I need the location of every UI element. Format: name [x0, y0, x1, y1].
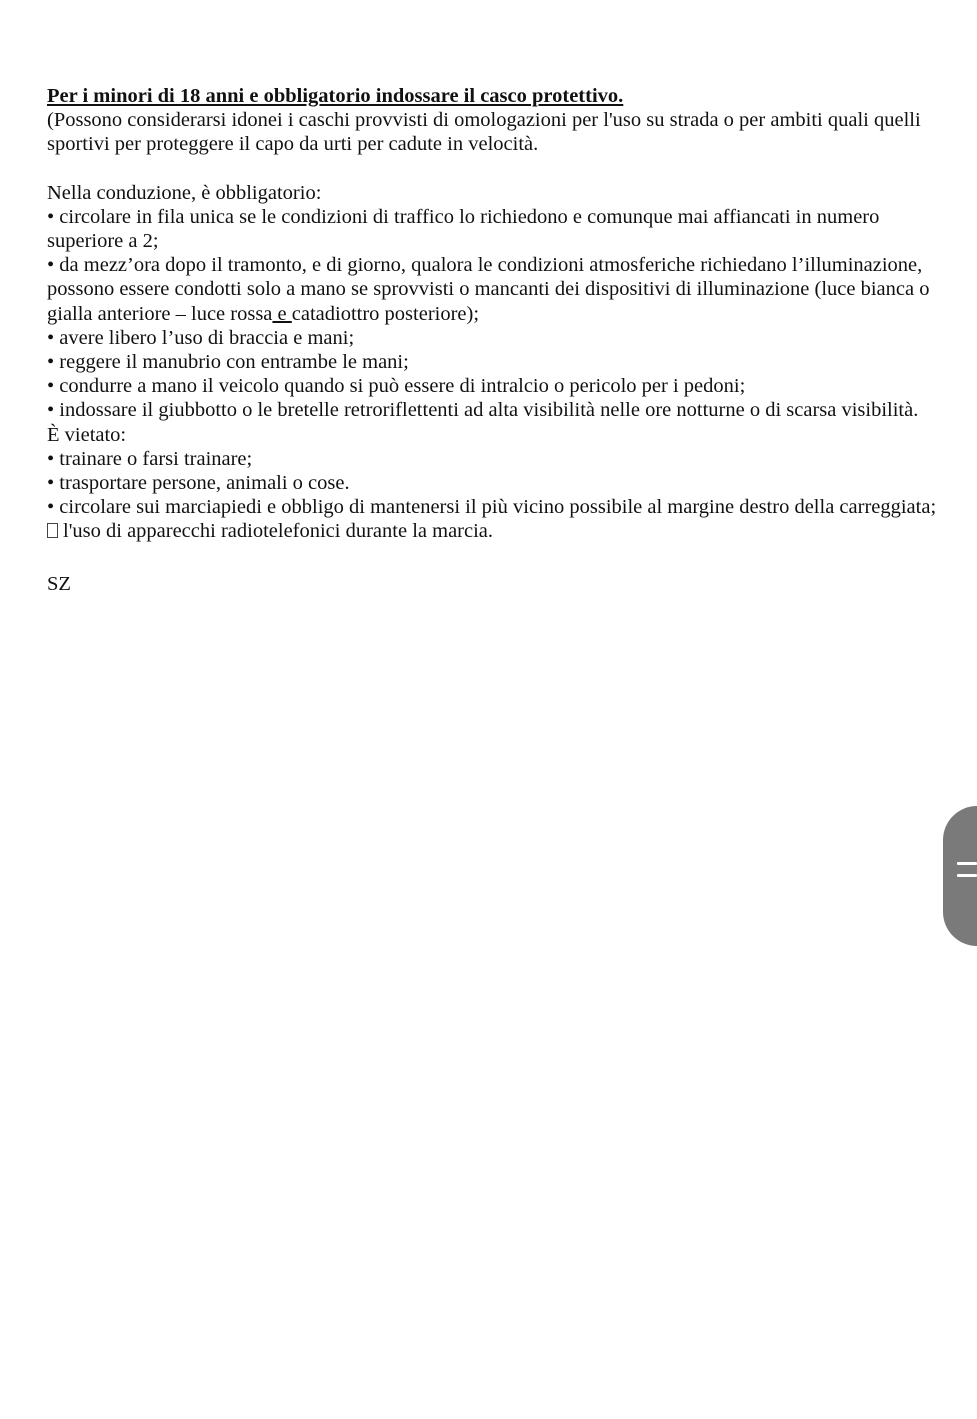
obligatory-item: • circolare in fila unica se le condizioni di traffico lo richiedono e comunque mai affiancati in numero superiore a 2;: [47, 205, 880, 253]
paragraph-spacer: [47, 544, 947, 572]
grip-line: [957, 874, 977, 877]
missing-glyph-icon: [47, 523, 58, 538]
obligatory-item: [47, 253, 947, 326]
paragraph-spacer: [47, 157, 947, 181]
document-body: [47, 84, 947, 596]
forbidden-item: [47, 519, 947, 543]
underlined-conjunction: e: [272, 302, 292, 325]
obligatory-item: • avere libero l’uso di braccia e mani;: [47, 326, 355, 349]
drag-handle-icon[interactable]: [943, 806, 977, 946]
obligatory-item-text: • da mezz’ora dopo il tramonto, e di giorno, qualora le condizioni atmosferiche richiedano l’illuminazione, possono essere condotti solo a mano se sprovvisti o mancanti dei dispositivi di illuminazione (luce bianca o gialla anteriore – luce rossa: [47, 254, 930, 325]
document-title: Per i minori di 18 anni e obbligatorio indossare il casco protettivo.: [47, 85, 624, 107]
obligatory-item-text: catadiottro posteriore);: [291, 302, 480, 325]
obligatory-item: • indossare il giubbotto o le bretelle retroriflettenti ad alta visibilità nelle ore notturne o di scarsa visibilità.: [47, 399, 919, 422]
forbidden-item: • circolare sui marciapiedi e obbligo di mantenersi il più vicino possibile al margine destro della carreggiata;: [47, 496, 937, 519]
forbidden-item-text: l'uso di apparecchi radiotelefonici durante la marcia.: [63, 520, 494, 543]
intro-paragraph: (Possono considerarsi idonei i caschi provvisti di omologazioni per l'uso su strada o per ambiti quali quelli sportivi per proteggere il capo da urti per cadute in velocità.: [47, 109, 921, 156]
obligatory-heading: Nella conduzione, è obbligatorio:: [47, 181, 322, 204]
forbidden-item: • trasportare persone, animali o cose.: [47, 472, 350, 495]
signature: SZ: [47, 572, 71, 595]
forbidden-heading: È vietato:: [47, 423, 127, 446]
obligatory-item: • reggere il manubrio con entrambe le mani;: [47, 351, 409, 374]
forbidden-item: • trainare o farsi trainare;: [47, 447, 253, 470]
grip-line: [957, 862, 977, 865]
obligatory-item: • condurre a mano il veicolo quando si può essere di intralcio o pericolo per i pedoni;: [47, 375, 746, 398]
